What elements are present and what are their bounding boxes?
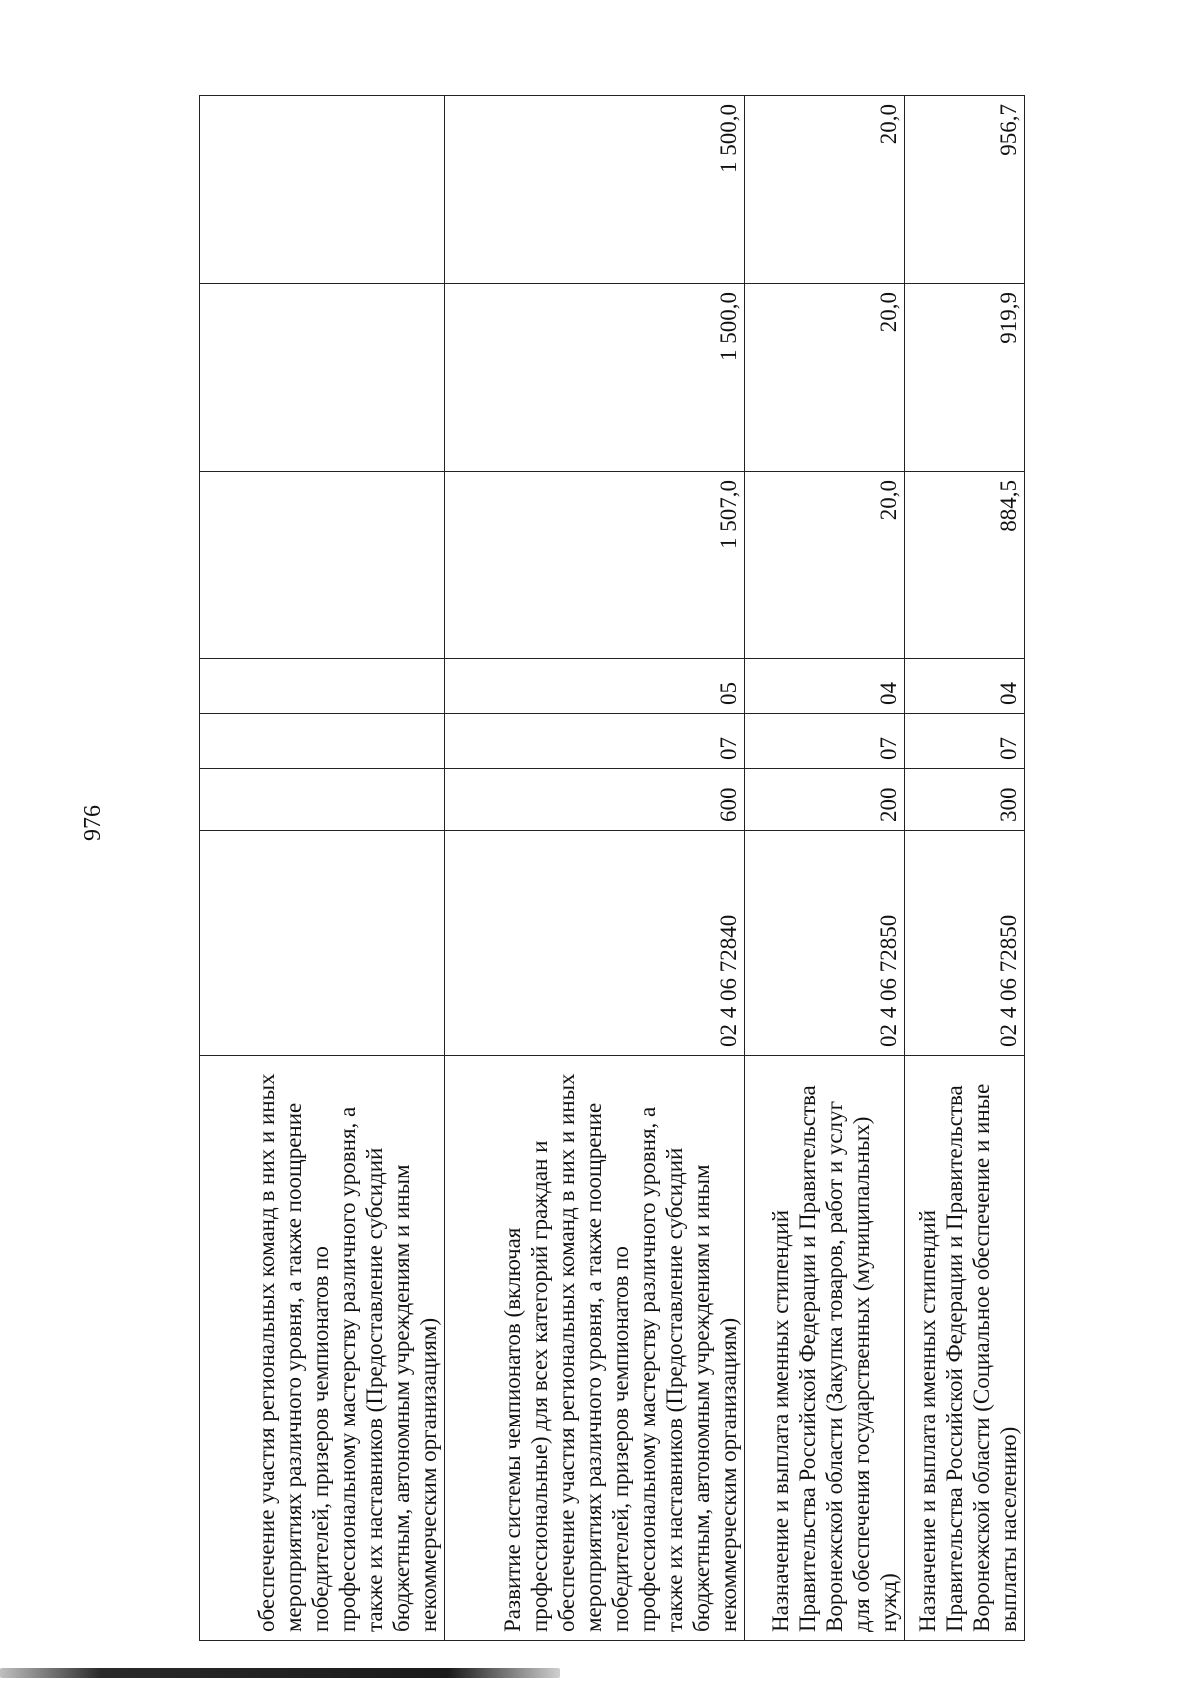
expense-type-code bbox=[200, 769, 445, 831]
amount-year-1: 20,0 bbox=[745, 472, 905, 659]
amount-year-1: 1 507,0 bbox=[445, 472, 745, 659]
table-row bbox=[200, 96, 445, 1641]
target-article-code: 02 4 06 72840 bbox=[445, 831, 745, 1056]
table-row bbox=[905, 96, 1025, 1641]
expense-type-code: 200 bbox=[745, 769, 905, 831]
amount-year-3: 1 500,0 bbox=[445, 96, 745, 284]
section-code: 07 bbox=[905, 714, 1025, 769]
amount-year-1 bbox=[200, 472, 445, 659]
amount-year-2 bbox=[200, 284, 445, 472]
amount-year-2: 20,0 bbox=[745, 284, 905, 472]
subsection-code: 05 bbox=[445, 659, 745, 714]
row-description: обеспечение участия региональных команд в них и иных мероприятиях различного уровня, а также поощрение победителей, призеров чемпионатов по профессиональному мастерству различного уровня, а также их наставников (Предоставление субсидий бюджетным, автономным учреждениям и иным некоммерческим организациям) bbox=[200, 1056, 445, 1641]
target-article-code: 02 4 06 72850 bbox=[905, 831, 1025, 1056]
budget-table bbox=[199, 95, 1025, 1641]
page-number: 976 bbox=[80, 805, 106, 841]
expense-type-code: 600 bbox=[445, 769, 745, 831]
amount-year-3: 956,7 bbox=[905, 96, 1025, 284]
subsection-code: 04 bbox=[905, 659, 1025, 714]
target-article-code: 02 4 06 72850 bbox=[745, 831, 905, 1056]
row-description: Назначение и выплата именных стипендий Правительства Российской Федерации и Правительства Воронежской области (Закупка товаров, работ и услуг для обеспечения государственных (муниципальных) нужд) bbox=[745, 1056, 905, 1641]
section-code bbox=[200, 714, 445, 769]
table-row bbox=[745, 96, 905, 1641]
amount-year-2: 1 500,0 bbox=[445, 284, 745, 472]
amount-year-3: 20,0 bbox=[745, 96, 905, 284]
target-article-code bbox=[200, 831, 445, 1056]
subsection-code: 04 bbox=[745, 659, 905, 714]
section-code: 07 bbox=[745, 714, 905, 769]
budget-table-rotated bbox=[199, 96, 1024, 1641]
table-row bbox=[445, 96, 745, 1641]
section-code: 07 bbox=[445, 714, 745, 769]
amount-year-3 bbox=[200, 96, 445, 284]
scan-edge-line bbox=[0, 1668, 560, 1678]
expense-type-code: 300 bbox=[905, 769, 1025, 831]
subsection-code bbox=[200, 659, 445, 714]
amount-year-2: 919,9 bbox=[905, 284, 1025, 472]
amount-year-1: 884,5 bbox=[905, 472, 1025, 659]
row-description: Развитие системы чемпионатов (включая профессиональные) для всех категорий граждан и обеспечение участия региональных команд в них и иных мероприятиях различного уровня, а также поощрение победителей, призеров чемпионатов по профессиональному мастерству различного уровня, а также их наставников (Предоставление субсидий бюджетным, автономным учреждениям и иным некоммерческим организациям) bbox=[445, 1056, 745, 1641]
row-description: Назначение и выплата именных стипендий Правительства Российской Федерации и Правительства Воронежской области (Социальное обеспечение и иные выплаты населению) bbox=[905, 1056, 1025, 1641]
